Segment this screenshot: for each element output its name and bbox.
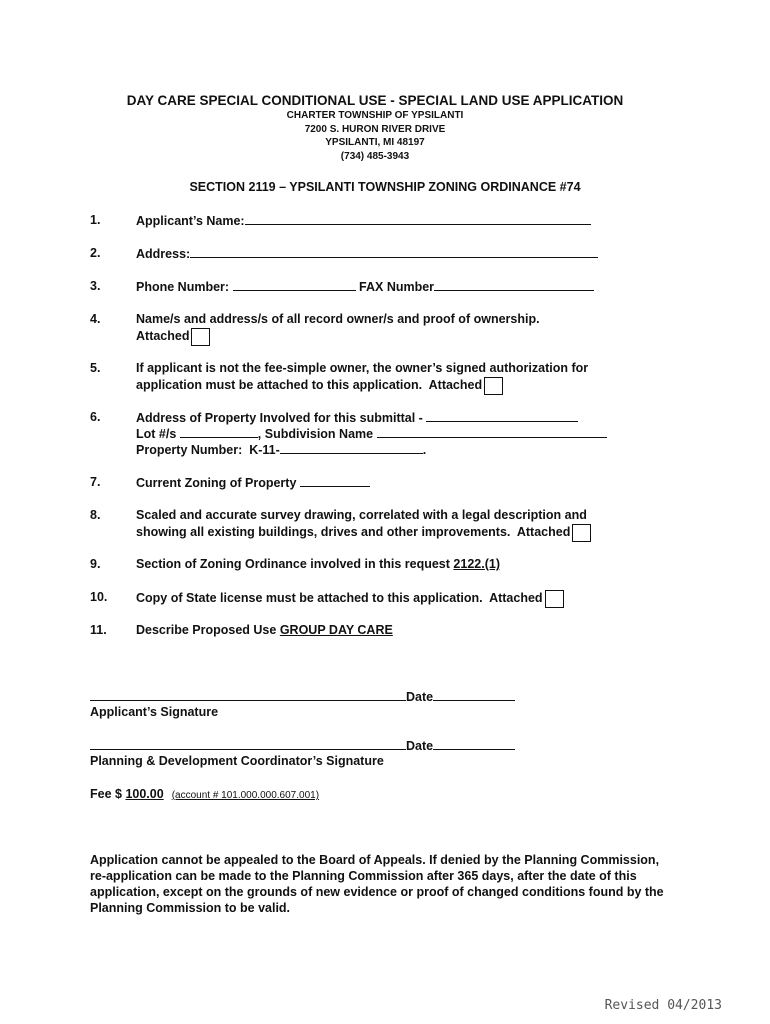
form-title: DAY CARE SPECIAL CONDITIONAL USE - SPECIAL LAND USE APPLICATION xyxy=(126,93,624,108)
applicant-date-line[interactable] xyxy=(433,689,515,701)
item-number: 11. xyxy=(90,623,107,637)
survey-attached xyxy=(136,524,591,542)
ordinance-label: Section of Zoning Ordinance involved in this request xyxy=(136,557,450,571)
attached-label: application must be attached to this application. Attached xyxy=(136,378,483,392)
revision-date: Revised 04/2013 xyxy=(604,998,722,1013)
fax-line[interactable] xyxy=(434,279,594,291)
item-number: 2. xyxy=(90,246,101,260)
section-title: SECTION 2119 – YPSILANTI TOWNSHIP ZONING ORDINANCE #74 xyxy=(189,180,581,194)
fee-account: (account # 101.000.000.607.001) xyxy=(171,790,320,801)
coordinator-signature-line[interactable] xyxy=(90,738,406,750)
attached-checkbox[interactable] xyxy=(545,590,564,608)
item-number: 8. xyxy=(90,508,101,522)
attached-label: Attached xyxy=(136,329,190,343)
lot-subdivision-field[interactable] xyxy=(136,426,607,441)
fee-row xyxy=(90,787,319,801)
ordinance-section xyxy=(136,557,500,571)
coordinator-signature-label: Planning & Development Coordinator’s Signature xyxy=(90,754,384,768)
subdivision-label: , Subdivision Name xyxy=(257,427,374,441)
item-number: 10. xyxy=(90,590,108,604)
coordinator-signature-row[interactable] xyxy=(90,738,515,753)
applicant-signature-label: Applicant’s Signature xyxy=(90,705,219,719)
proposed-use-label: Describe Proposed Use xyxy=(136,623,277,637)
property-address-label: Address of Property Involved for this submittal - xyxy=(136,411,423,425)
subdivision-line[interactable] xyxy=(377,426,607,438)
property-number-field[interactable] xyxy=(136,442,426,457)
coordinator-date-line[interactable] xyxy=(433,738,515,750)
property-address-line[interactable] xyxy=(426,410,578,422)
fee-amount: 100.00 xyxy=(125,787,164,801)
applicant-signature-row[interactable] xyxy=(90,689,515,704)
zoning-line[interactable] xyxy=(300,475,370,487)
license-label: Copy of State license must be attached to this application. Attached xyxy=(136,591,543,605)
date-label: Date xyxy=(406,739,434,753)
org-city: YPSILANTI, MI 48197 xyxy=(325,137,425,148)
survey-text: Scaled and accurate survey drawing, correlated with a legal description and xyxy=(136,508,587,522)
phone-label: Phone Number: xyxy=(136,280,230,294)
attached-checkbox[interactable] xyxy=(572,524,591,542)
attached-label: showing all existing buildings, drives and other improvements. Attached xyxy=(136,525,571,539)
fee-label: Fee $ xyxy=(90,787,122,801)
license-attached xyxy=(136,590,564,608)
property-address-field[interactable] xyxy=(136,410,578,425)
appeal-notice: Application cannot be appealed to the Board of Appeals. If denied by the Planning Commission, re-application can be made to the Planning Commission after 365 days, after the date of this application, except on the grounds of new evidence or proof of changed conditions found by the Planning Commission to be valid. xyxy=(90,853,664,915)
attached-checkbox[interactable] xyxy=(191,328,210,346)
item-number: 4. xyxy=(90,312,101,326)
applicant-name-label: Applicant’s Name: xyxy=(136,214,245,228)
org-street: 7200 S. HURON RIVER DRIVE xyxy=(304,124,446,135)
address-label: Address: xyxy=(136,247,191,261)
org-name: CHARTER TOWNSHIP OF YPSILANTI xyxy=(286,110,464,121)
date-label: Date xyxy=(406,690,434,704)
owner-info-text: Name/s and address/s of all record owner/s and proof of ownership. xyxy=(136,312,540,326)
zoning-label: Current Zoning of Property xyxy=(136,476,297,490)
lot-label: Lot #/s xyxy=(136,427,177,441)
attached-checkbox[interactable] xyxy=(484,377,503,395)
applicant-name-line[interactable] xyxy=(245,213,591,225)
address-field[interactable] xyxy=(136,246,598,261)
applicant-name-field[interactable] xyxy=(136,213,591,228)
org-phone: (734) 485-3943 xyxy=(340,151,410,162)
item-number: 3. xyxy=(90,279,101,293)
zoning-field[interactable] xyxy=(136,475,370,490)
item-number: 6. xyxy=(90,410,101,424)
item-number: 7. xyxy=(90,475,101,489)
applicant-signature-line[interactable] xyxy=(90,689,406,701)
item-number: 9. xyxy=(90,557,101,571)
property-number-label: Property Number: K-11- xyxy=(136,443,280,457)
authorization-text: If applicant is not the fee-simple owner, the owner’s signed authorization for xyxy=(136,361,589,375)
address-line[interactable] xyxy=(190,246,598,258)
item-number: 1. xyxy=(90,213,101,227)
phone-line[interactable] xyxy=(233,279,356,291)
authorization-attached xyxy=(136,377,503,395)
ordinance-value: 2122.(1) xyxy=(453,557,500,571)
item-number: 5. xyxy=(90,361,101,375)
proposed-use-value: GROUP DAY CARE xyxy=(279,623,393,637)
owner-attached xyxy=(136,328,210,346)
phone-fax-field[interactable] xyxy=(136,279,594,294)
lot-line[interactable] xyxy=(180,426,258,438)
property-number-line[interactable] xyxy=(280,442,423,454)
fax-label: FAX Number xyxy=(359,280,435,294)
property-number-dot: . xyxy=(422,443,427,457)
proposed-use xyxy=(136,623,393,637)
